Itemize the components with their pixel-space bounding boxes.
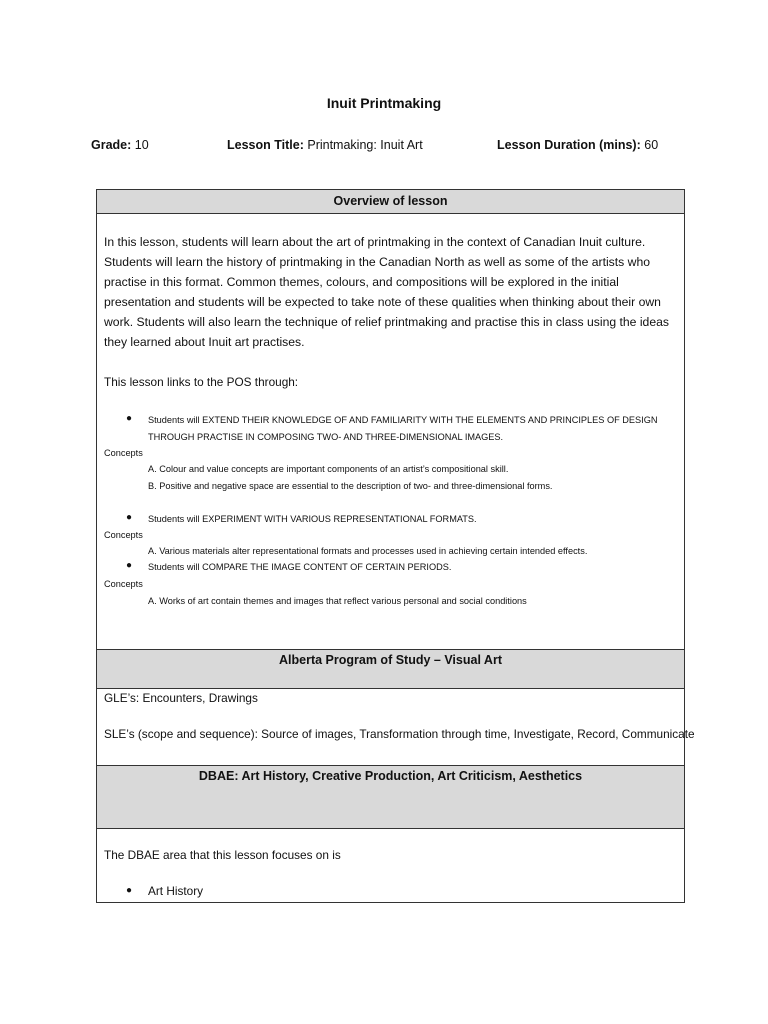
bullet1-line1: Students will EXTEND THEIR KNOWLEDGE OF AND FAMILIARITY WITH THE ELEMENTS AND PRINCIPLES OF DESIGN <box>148 415 658 425</box>
concept2a: A. Various materials alter representational formats and processes used in achieving certain intended effects. <box>148 546 588 556</box>
overview-header: Overview of lesson <box>96 189 685 214</box>
sle-line: SLE’s (scope and sequence): Source of images, Transformation through time, Investigate, Record, Communicate <box>104 727 695 741</box>
program-header: Alberta Program of Study – Visual Art <box>96 649 685 689</box>
grade-label: Grade: <box>91 138 132 152</box>
concepts-label: Concepts <box>104 448 143 458</box>
concepts-label: Concepts <box>104 530 143 540</box>
bullet2: Students will EXPERIMENT WITH VARIOUS REPRESENTATIONAL FORMATS. <box>148 514 477 524</box>
bullet-icon: ● <box>126 413 133 424</box>
bullet-icon: ● <box>126 885 133 896</box>
concept1b: B. Positive and negative space are essential to the description of two- and three-dimensional forms. <box>148 481 553 491</box>
bullet-icon: ● <box>126 560 133 571</box>
duration-label: Lesson Duration (mins): <box>497 138 641 152</box>
duration-value: 60 <box>644 138 659 152</box>
lesson-title-field <box>227 138 423 152</box>
grade-field <box>91 138 149 152</box>
grade-value: 10 <box>134 138 149 152</box>
bullet3: Students will COMPARE THE IMAGE CONTENT OF CERTAIN PERIODS. <box>148 562 452 572</box>
concepts-label: Concepts <box>104 579 143 589</box>
document-title: Inuit Printmaking <box>326 95 442 111</box>
dbae-focus: The DBAE area that this lesson focuses on is <box>104 848 341 862</box>
lesson-title-value: Printmaking: Inuit Art <box>307 138 423 152</box>
pos-intro: This lesson links to the POS through: <box>104 375 299 389</box>
lesson-title-label: Lesson Title: <box>227 138 304 152</box>
dbae-header: DBAE: Art History, Creative Production, Art Criticism, Aesthetics <box>96 765 685 829</box>
dbae-item: Art History <box>148 884 204 898</box>
bullet1-line2: THROUGH PRACTISE IN COMPOSING TWO- AND THREE-DIMENSIONAL IMAGES. <box>148 432 504 442</box>
bullet-icon: ● <box>126 512 133 523</box>
concept3a: A. Works of art contain themes and images that reflect various personal and social conditions <box>148 596 527 606</box>
concept1a: A. Colour and value concepts are important components of an artist’s compositional skill. <box>148 464 509 474</box>
overview-paragraph: In this lesson, students will learn about the art of printmaking in the context of Canadian Inuit culture. Students will learn the history of printmaking in the Canadian North as well as some of the artists who practise in this format. Common themes, colours, and compositions will be explored in the initial presentation and students will be expected to take note of these qualities when thinking about their own work. Students will also learn the technique of relief printmaking and practise this in class using the ideas they learned about Inuit art practises. <box>104 235 669 349</box>
duration-field <box>497 138 658 152</box>
gle-line: GLE’s: Encounters, Drawings <box>104 691 258 705</box>
